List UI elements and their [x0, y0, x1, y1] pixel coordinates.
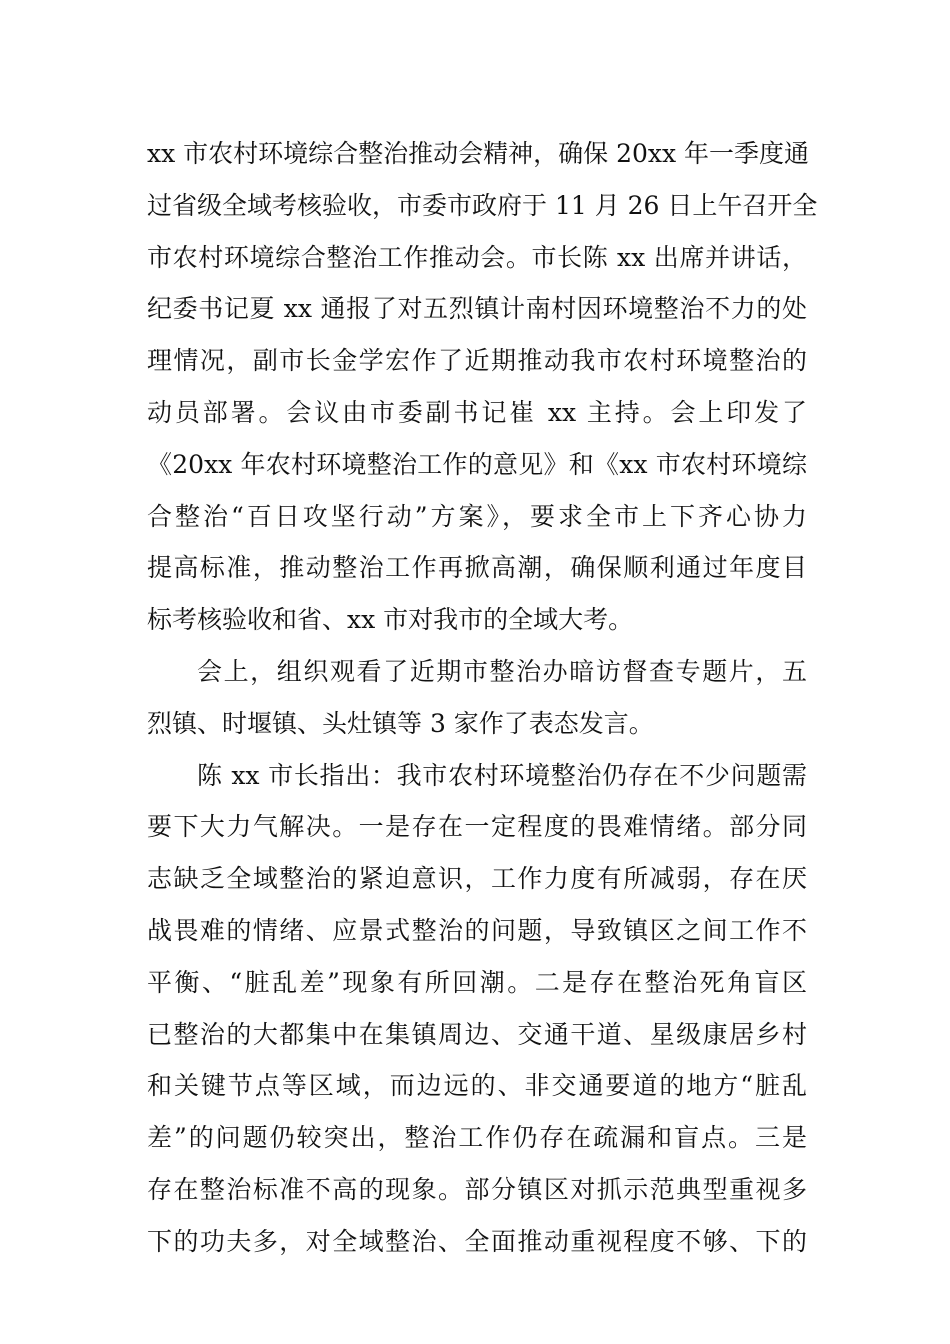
paragraph-1-line-7: 《20xx 年农村环境整治工作的意见》和《xx 市农村环境综	[147, 449, 807, 479]
paragraph-3-line-8: 差”的问题仍较突出，整治工作仍存在疏漏和盲点。三是	[147, 1123, 807, 1153]
paragraph-3-line-5: 平衡、“脏乱差”现象有所回潮。二是存在整治死角盲区	[147, 967, 807, 997]
paragraph-1-line-3: 市农村环境综合整治工作推动会。市长陈 xx 出席并讲话，	[147, 242, 807, 272]
paragraph-1-line-10: 标考核验收和省、xx 市对我市的全域大考。	[147, 605, 634, 635]
paragraph-1-line-5: 理情况，副市长金学宏作了近期推动我市农村环境整治的	[147, 346, 807, 376]
paragraph-3-line-10: 下的功夫多，对全域整治、全面推动重视程度不够、下的	[147, 1226, 807, 1256]
paragraph-2-line-2: 烈镇、时堰镇、头灶镇等 3 家作了表态发言。	[147, 708, 654, 738]
paragraph-3-line-6: 已整治的大都集中在集镇周边、交通干道、星级康居乡村	[147, 1019, 807, 1049]
document-body	[147, 128, 818, 1268]
paragraph-3-line-3: 志缺乏全域整治的紧迫意识，工作力度有所减弱，存在厌	[147, 864, 807, 894]
paragraph-3-line-4: 战畏难的情绪、应景式整治的问题，导致镇区之间工作不	[147, 915, 807, 945]
paragraph-3-line-9: 存在整治标准不高的现象。部分镇区对抓示范典型重视多	[147, 1174, 807, 1204]
paragraph-1-line-4: 纪委书记夏 xx 通报了对五烈镇计南村因环境整治不力的处	[147, 294, 807, 324]
paragraph-3-line-2: 要下大力气解决。一是存在一定程度的畏难情绪。部分同	[147, 812, 807, 842]
paragraph-1-line-1: xx 市农村环境综合整治推动会精神，确保 20xx 年一季度通	[147, 139, 810, 168]
paragraph-1-line-6: 动员部署。会议由市委副书记崔 xx 主持。会上印发了	[147, 397, 807, 427]
paragraph-2-line-1: 会上，组织观看了近期市整治办暗访督查专题片，五	[197, 656, 807, 686]
paragraph-3-line-1: 陈 xx 市长指出：我市农村环境整治仍存在不少问题需	[197, 760, 807, 790]
paragraph-3-line-7: 和关键节点等区域，而边远的、非交通要道的地方“脏乱	[147, 1071, 807, 1101]
paragraph-1-line-2: 过省级全域考核验收，市委市政府于 11 月 26 日上午召开全	[147, 190, 818, 220]
paragraph-1-line-9: 提高标准，推动整治工作再掀高潮，确保顺利通过年度目	[147, 553, 807, 583]
paragraph-1-line-8: 合整治“百日攻坚行动”方案》，要求全市上下齐心协力	[147, 501, 807, 531]
